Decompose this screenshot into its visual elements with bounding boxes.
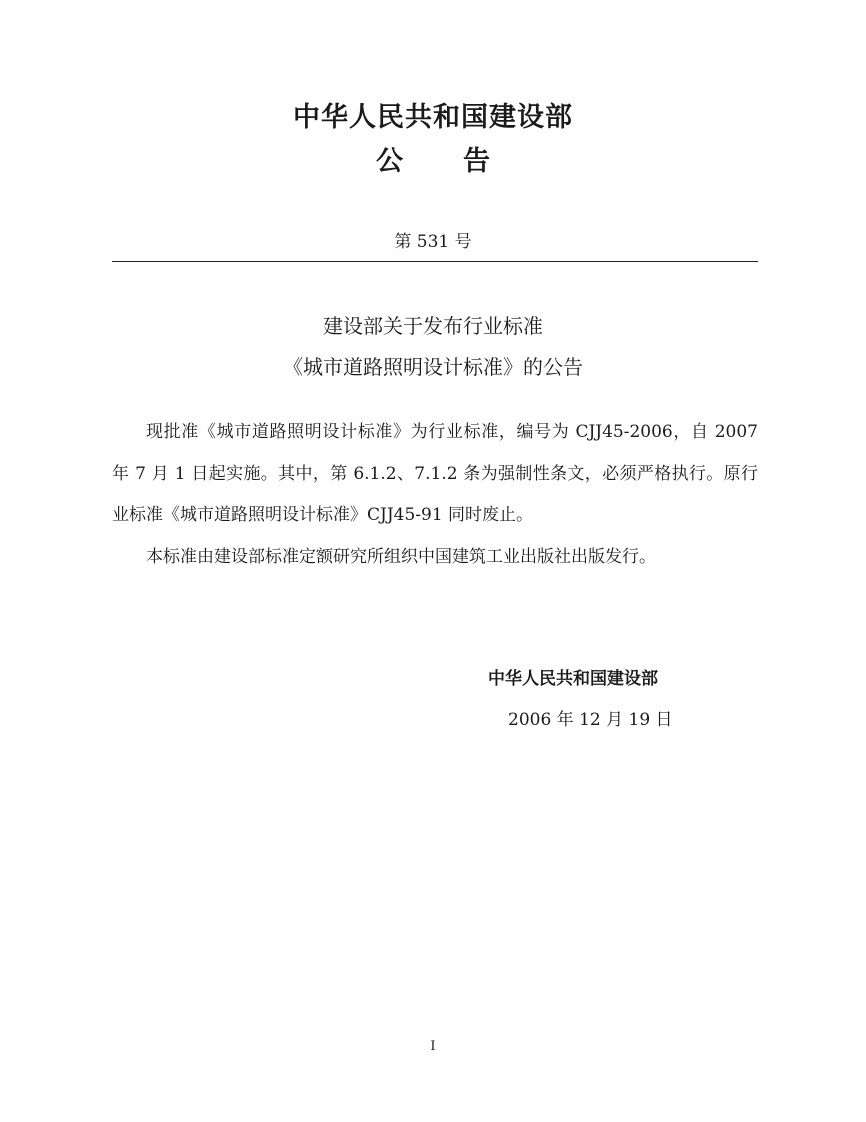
notice-title-char-1: 公	[376, 146, 403, 177]
ministry-title: 中华人民共和国建设部	[293, 102, 573, 133]
body-text	[112, 412, 758, 578]
notice-title	[0, 142, 866, 182]
document-number: 第 531 号	[394, 232, 472, 252]
signature-organization: 中华人民共和国建设部	[488, 669, 658, 689]
subtitle-line-2: 《城市道路照明设计标准》的公告	[283, 355, 583, 379]
header-divider	[112, 261, 758, 262]
body-paragraph-1: 现批准《城市道路照明设计标准》为行业标准，编号为 CJJ45-2006，自 2007 年 7 月 1 日起实施。其中，第 6.1.2、7.1.2 条为强制性条文，必须严格执行。原行业标准《城市道路照明设计标准》CJJ45-91 同时废止。	[112, 422, 758, 525]
page-number: I	[430, 1039, 436, 1054]
signature-date: 2006 年 12 月 19 日	[508, 710, 673, 730]
subtitle-line-1: 建设部关于发布行业标准	[323, 314, 543, 338]
body-paragraph-2: 本标准由建设部标准定额研究所组织中国建筑工业出版社出版发行。	[146, 546, 656, 567]
notice-title-char-2: 告	[463, 146, 490, 177]
